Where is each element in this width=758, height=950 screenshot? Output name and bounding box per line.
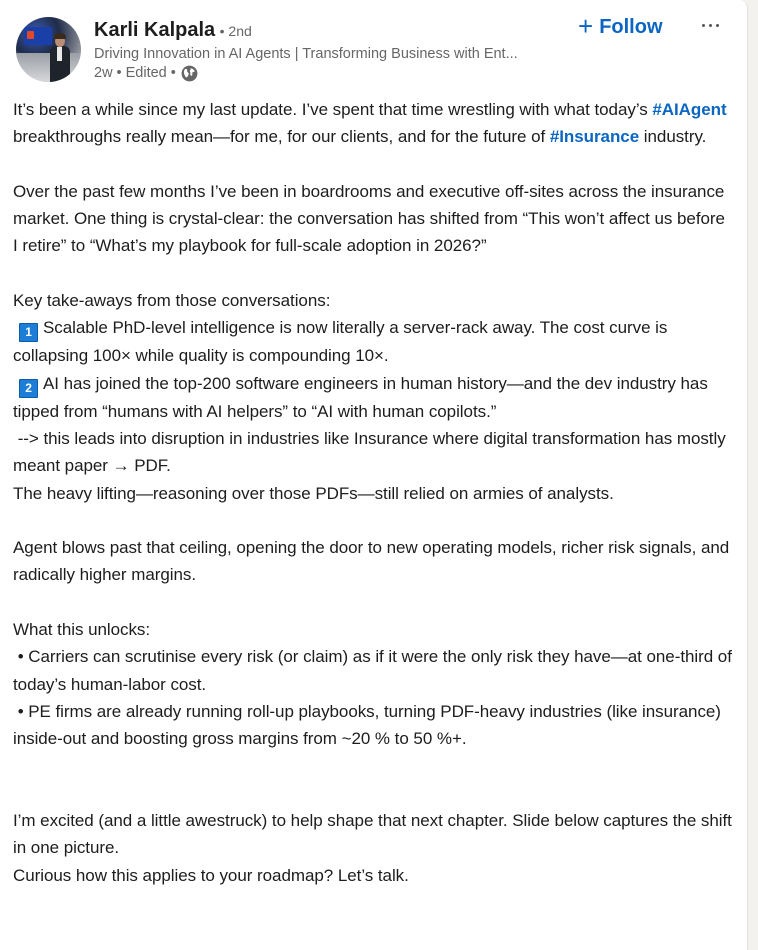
post-time[interactable]: 2w xyxy=(94,65,113,81)
takeaways-heading: Key take-aways from those conversations: xyxy=(13,291,331,311)
keycap-one-icon: 1 xyxy=(19,323,38,342)
globe-icon xyxy=(180,64,199,83)
more-horizontal-icon xyxy=(702,24,705,27)
keycap-two-icon: 2 xyxy=(19,379,38,398)
author-name[interactable]: Karli Kalpala xyxy=(94,19,216,41)
unlocks-heading: What this unlocks: xyxy=(13,620,151,640)
author-avatar[interactable] xyxy=(16,17,81,82)
post-meta xyxy=(94,63,199,83)
intro-text: It’s been a while since my last update. I’ve spent that time wrestling with what today’s xyxy=(13,100,653,119)
post-header xyxy=(0,0,748,95)
avatar-background xyxy=(16,53,81,82)
plus-icon: + xyxy=(578,11,594,41)
hashtag-insurance[interactable]: #Insurance xyxy=(549,127,640,147)
paragraph-gap xyxy=(13,753,733,808)
intro-text: industry. xyxy=(639,127,707,147)
disruption-line: --> this leads into disruption in industries like Insurance where digital transformation has mostly meant paper → PDF. xyxy=(13,428,731,476)
heavy-lifting-line: The heavy lifting—reasoning over those PDFs—still relied on armies of analysts. xyxy=(13,483,614,503)
more-horizontal-icon-dot xyxy=(709,24,712,27)
more-options-button[interactable] xyxy=(694,12,726,38)
meta-separator: • xyxy=(170,65,176,81)
boardroom-paragraph: Over the past few months I’ve been in boardrooms and executive off-sites across the insurance market. One thing is crystal-clear: the conversation has shifted from “This won’t affect us before I retire” to “What’s my playbook for full-scale adoption in 2026?” xyxy=(13,181,725,256)
closing-paragraph: I’m excited (and a little awestruck) to help shape that next chapter. Slide below captures the shift in one picture. xyxy=(13,811,732,858)
connection-degree: • 2nd xyxy=(219,23,252,39)
avatar-person-shirt xyxy=(57,47,62,61)
hashtag-aiagent[interactable]: #AIAgent xyxy=(652,100,727,119)
avatar-person-hair xyxy=(54,33,66,39)
paragraph-gap xyxy=(13,260,733,287)
author-headline: Driving Innovation in AI Agents | Transforming Business with Ent... xyxy=(94,46,518,62)
takeaway-item-2 xyxy=(13,370,733,425)
unlock-item: • Carriers can scrutinise every risk (or claim) as if it were the only risk they have—at one-third of today’s human-labor cost. xyxy=(13,647,737,694)
more-horizontal-icon-dot xyxy=(716,24,719,27)
author-name-row xyxy=(94,17,252,45)
takeaway-item-1 xyxy=(13,314,733,369)
avatar-logo-mark xyxy=(27,31,34,39)
agent-paragraph: Agent blows past that ceiling, opening the door to new operating models, richer risk signals, and radically higher margins. xyxy=(13,538,730,585)
takeaway-text: Scalable PhD-level intelligence is now literally a server-rack away. The cost curve is collapsing 100× while quality is compounding 10×. xyxy=(13,318,668,366)
intro-paragraph xyxy=(13,96,733,151)
paragraph-gap xyxy=(13,151,733,178)
unlock-item: • PE firms are already running roll-up playbooks, turning PDF-heavy industries (like insurance) inside-out and boosting gross margins from ~20 % to 50 %+. xyxy=(13,701,726,749)
paragraph-gap xyxy=(13,589,733,616)
follow-label: Follow xyxy=(599,15,663,38)
paragraph-gap xyxy=(13,507,733,534)
meta-separator: • xyxy=(116,65,122,81)
intro-text: breakthroughs really mean—for me, for our clients, and for the future of xyxy=(13,127,550,147)
follow-button[interactable] xyxy=(578,12,663,42)
edited-label: Edited xyxy=(125,65,167,81)
takeaway-text: AI has joined the top-200 software engineers in human history—and the dev industry has tipped from “humans with AI helpers” to “AI with human copilots.” xyxy=(13,373,708,421)
closing-cta: Curious how this applies to your roadmap? Let’s talk. xyxy=(13,865,409,885)
post-body xyxy=(13,96,737,889)
